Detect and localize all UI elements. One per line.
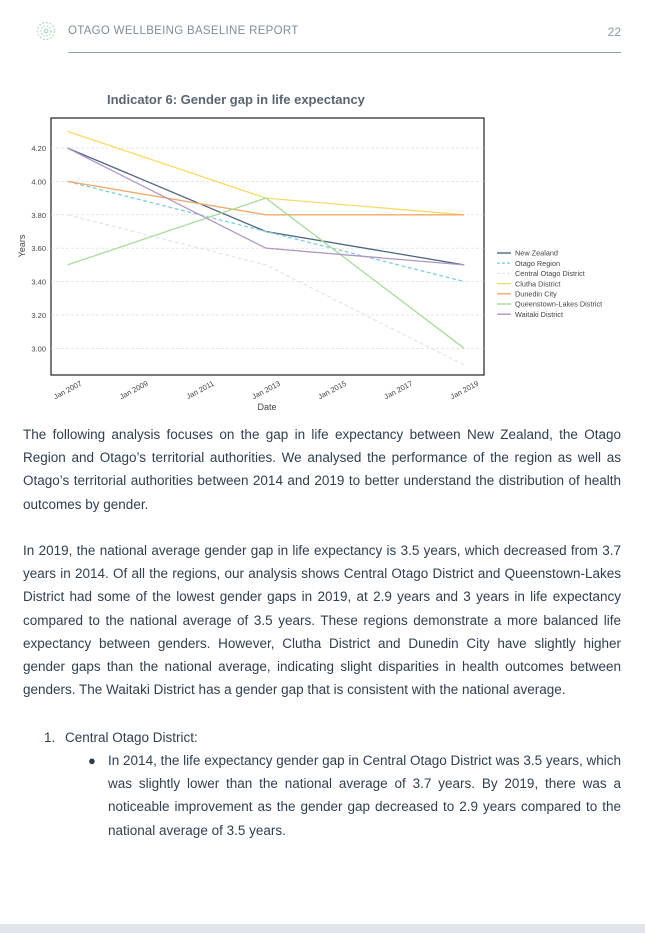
legend-label: Queenstown-Lakes District <box>515 299 603 309</box>
series-line-waitaki-district <box>68 148 465 265</box>
x-axis-label: Date <box>257 402 277 412</box>
y-tick-label: 4.00 <box>31 177 46 187</box>
legend-label: Clutha District <box>515 279 561 289</box>
central-otago-bullet-text: In 2014, the life expectancy gender gap in Central Otago District was 3.5 years, which was slightly lower than the national average of 3.7 years. By 2019, there was a noticeable improvement as the gender gap decreased to 2.9 years compared to the national average of 3.5 years. <box>108 753 621 838</box>
legend-label: New Zealand <box>515 248 558 258</box>
page-number: 22 <box>607 25 621 39</box>
y-tick-label: 3.40 <box>31 277 46 287</box>
header-divider <box>68 52 621 53</box>
y-tick-label: 3.60 <box>31 244 46 254</box>
y-tick-label: 4.20 <box>31 144 46 154</box>
chart-title: Indicator 6: Gender gap in life expectancy <box>107 92 365 107</box>
list-item-number: 1. <box>44 730 56 745</box>
x-tick-label: Jan 2015 <box>316 378 348 402</box>
y-tick-label: 3.00 <box>31 344 46 354</box>
x-tick-label: Jan 2017 <box>382 378 414 402</box>
x-tick-label: Jan 2019 <box>448 378 481 402</box>
analysis-intro-paragraph: The following analysis focuses on the gap in life expectancy between New Zealand, the Otago Region and Otago’s territorial authorities. We analysed the performance of the region as well as Otago’s territorial authorities between 2014 and 2019 to better understand the distribution of health outcomes by gender. <box>23 427 621 512</box>
report-logo-icon <box>34 19 58 43</box>
list-item-title: Central Otago District: <box>65 730 198 745</box>
gender-gap-chart <box>0 85 645 415</box>
series-line-new-zealand <box>68 148 465 265</box>
report-title: OTAGO WELLBEING BASELINE REPORT <box>68 25 299 37</box>
series-line-queenstown-lakes-district <box>68 198 465 348</box>
y-tick-label: 3.20 <box>31 310 46 320</box>
x-tick-label: Jan 2007 <box>51 378 84 402</box>
chart-legend <box>497 249 602 319</box>
legend-label: Central Otago District <box>515 269 585 279</box>
national-comparison-paragraph: In 2019, the national average gender gap in life expectancy is 3.5 years, which decreased from 3.7 years in 2014. Of all the regions, our analysis shows Central Otago District and Queenstown-Lakes District had some of the lowest gender gaps in 2019, at 2.9 years and 3 years in life expectancy compared to the national average of 3.5 years. These regions demonstrate a more balanced life expectancy between genders. However, Clutha District and Dunedin City have slightly higher gender gaps than the national average, indicating slight disparities in health outcomes between genders. The Waitaki District has a gender gap that is consistent with the national average. <box>23 543 621 698</box>
x-tick-label: Jan 2013 <box>250 378 282 402</box>
bullet-icon: ● <box>88 753 96 768</box>
legend-label: Otago Region <box>515 258 561 268</box>
plot-frame <box>51 118 484 375</box>
x-tick-label: Jan 2009 <box>118 378 150 402</box>
y-axis-label: Years <box>17 234 27 258</box>
legend-label: Waitaki District <box>515 309 563 319</box>
legend-label: Dunedin City <box>515 289 557 299</box>
y-tick-label: 3.80 <box>31 210 46 220</box>
series-line-otago-region <box>68 181 465 281</box>
footer-band <box>0 924 645 933</box>
series-line-central-otago-district <box>68 215 465 365</box>
x-tick-label: Jan 2011 <box>184 378 216 401</box>
